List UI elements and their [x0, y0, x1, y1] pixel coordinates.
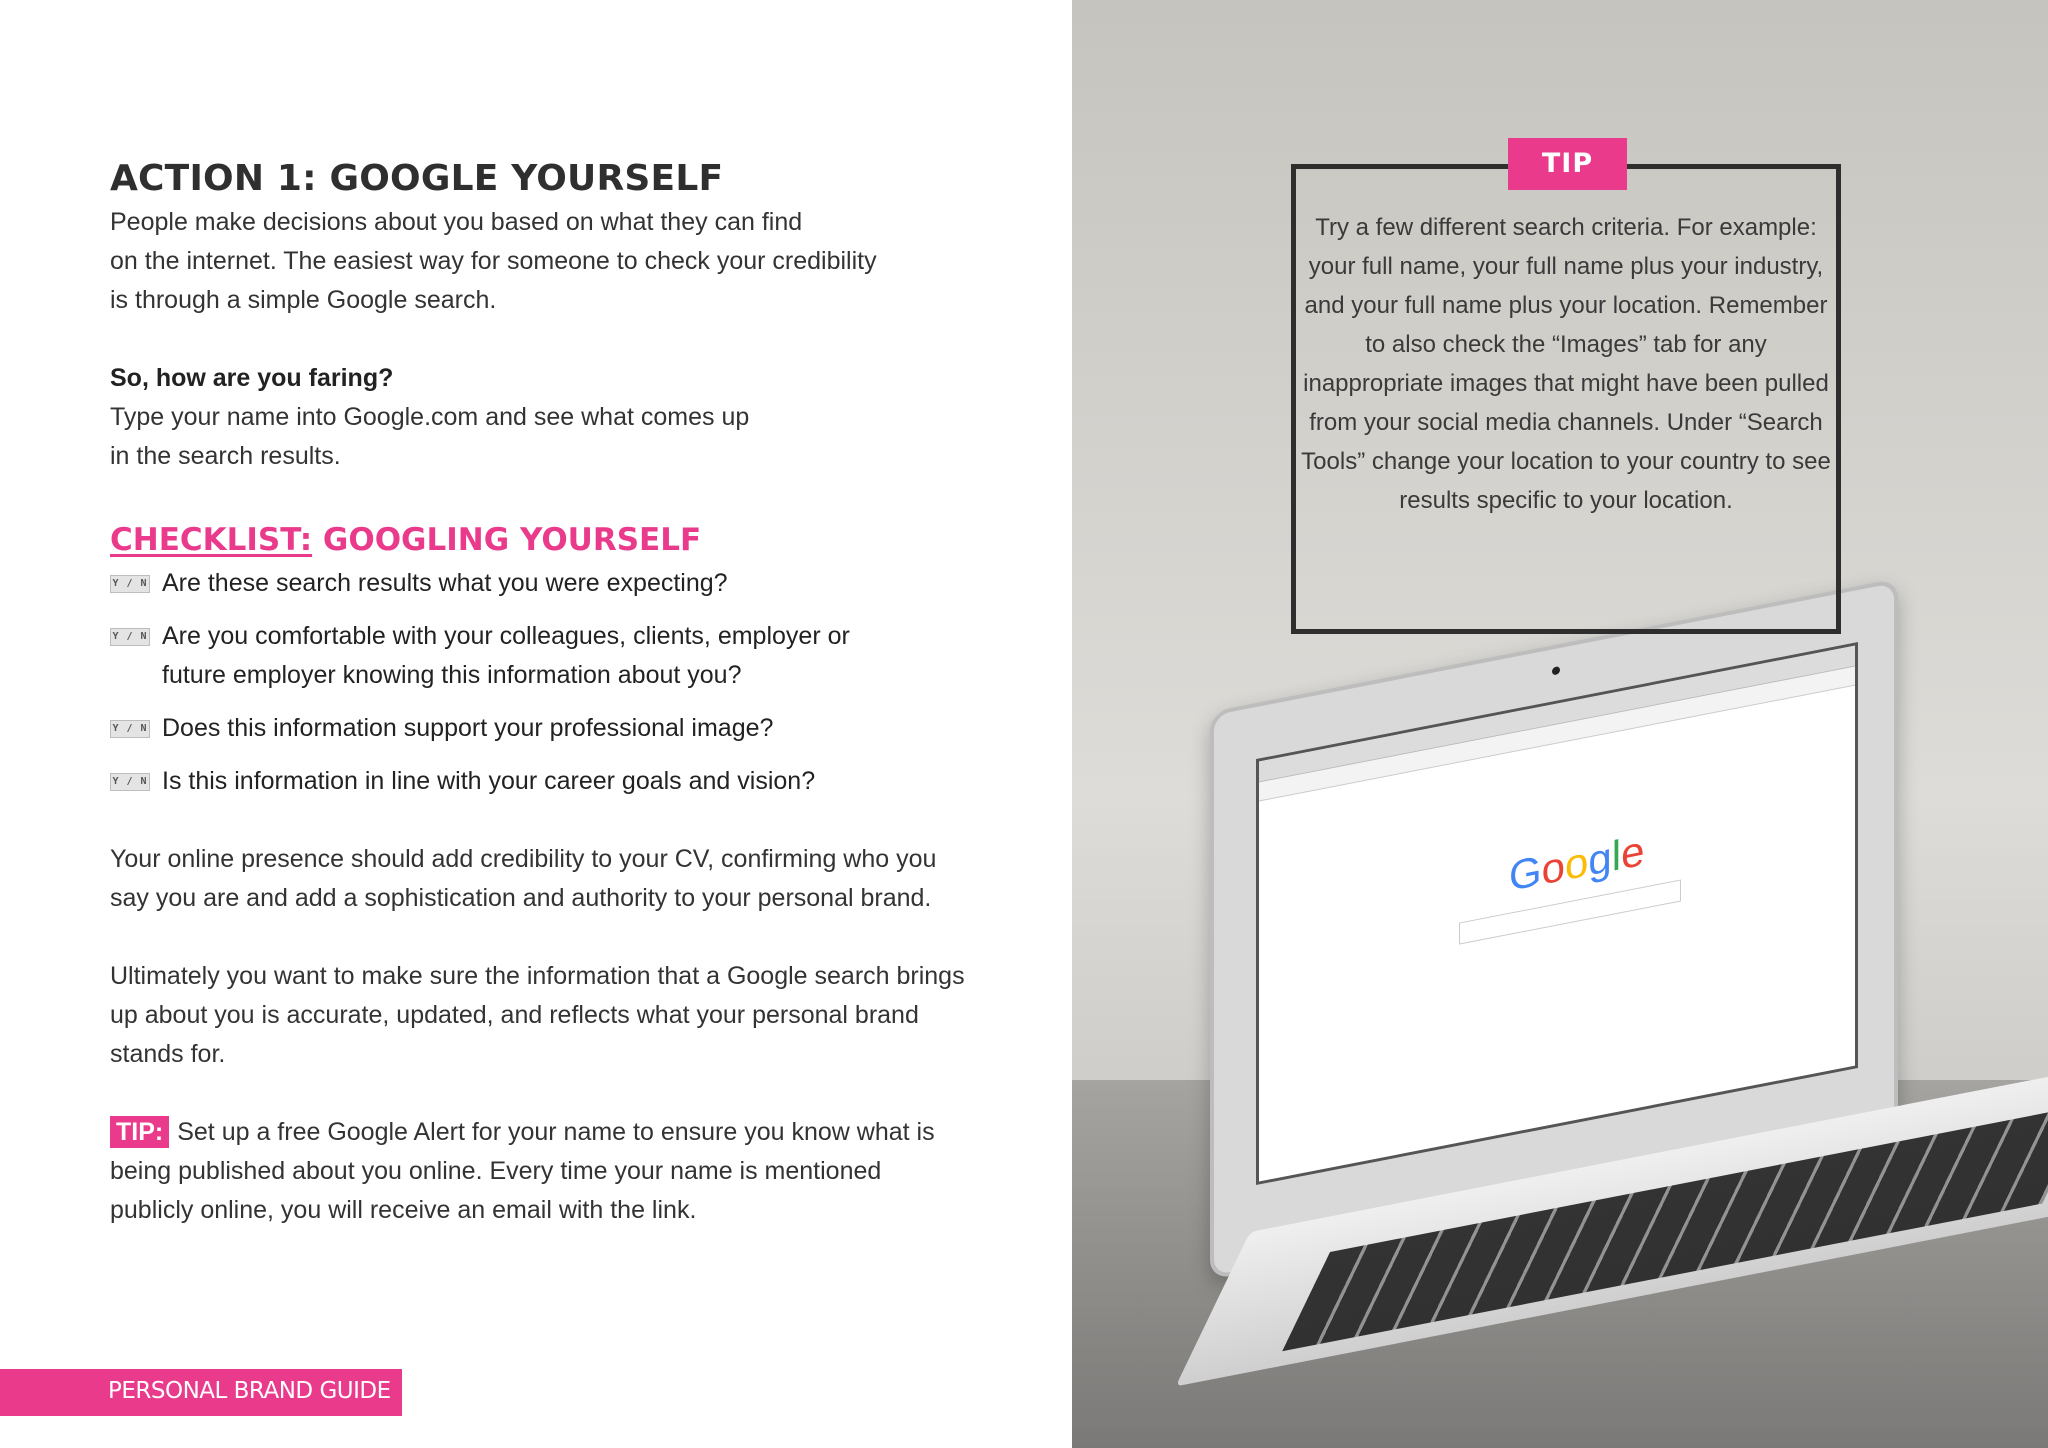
yes-no-checkbox[interactable]: Y / N [110, 720, 150, 738]
checklist-item-text: Are you comfortable with your colleagues, clients, employer or future employer knowing this information about you? [162, 622, 850, 689]
browser-url-bar [1259, 667, 1855, 802]
intro-line-2: on the internet. The easiest way for someone to check your credibility [110, 247, 877, 275]
camera-icon [1552, 666, 1560, 676]
checklist-title-label: CHECKLIST: [110, 522, 313, 558]
tip-label: TIP: [110, 1116, 169, 1148]
tip-paragraph [110, 1113, 950, 1230]
laptop-illustration [1210, 712, 2048, 1332]
checklist-item-text: Is this information in line with your career goals and vision? [162, 767, 816, 795]
checklist-title [110, 522, 1010, 558]
accuracy-paragraph: Ultimately you want to make sure the information that a Google search brings up about you is accurate, updated, and reflects what your personal brand stands for. [110, 962, 965, 1068]
question-line-1: Type your name into Google.com and see what comes up [110, 403, 750, 431]
intro-line-3: is through a simple Google search. [110, 286, 497, 314]
yes-no-checkbox[interactable]: Y / N [110, 628, 150, 646]
presence-paragraph: Your online presence should add credibility to your CV, confirming who you say you are and add a sophistication and authority to your personal brand. [110, 845, 937, 912]
question-line-2: in the search results. [110, 442, 341, 470]
yes-no-checkbox[interactable]: Y / N [110, 773, 150, 791]
google-search-box [1459, 879, 1681, 944]
checklist-item-text: Does this information support your professional image? [162, 714, 774, 742]
checklist-item [110, 709, 1010, 748]
google-logo: Google [1509, 826, 1645, 900]
tip-box-badge: TIP [1508, 138, 1627, 190]
content-column [110, 158, 1010, 1230]
checklist-item-text: Are these search results what you were expecting? [162, 569, 728, 597]
action-title-text: GOOGLE YOURSELF [329, 158, 724, 199]
action-title [110, 158, 1010, 199]
yes-no-checkbox[interactable]: Y / N [110, 575, 150, 593]
checklist-item [110, 617, 1010, 695]
checklist-item [110, 564, 1010, 603]
checklist-item [110, 762, 1010, 801]
footer-label: PERSONAL BRAND GUIDE [108, 1378, 391, 1404]
tip-box-text: Try a few different search criteria. For example: your full name, your full name plus your industry, and your full name plus your location. Remember to also check the “Images” tab for any inappropriate images that might have been pulled from your social media channels. Under “Search Tools” change your location to your country to see results specific to your location. [1301, 214, 1831, 514]
checklist-title-text: GOOGLING YOURSELF [322, 522, 702, 558]
laptop-screen [1256, 642, 1858, 1185]
intro-line-1: People make decisions about you based on what they can find [110, 208, 803, 236]
tip-text: Set up a free Google Alert for your name to ensure you know what is being published about you online. Every time your name is mentioned publicly online, you will receive an email with the link. [110, 1118, 935, 1224]
footer-banner [0, 1369, 402, 1416]
action-title-number: ACTION 1: [110, 158, 317, 199]
question-heading: So, how are you faring? [110, 364, 394, 392]
